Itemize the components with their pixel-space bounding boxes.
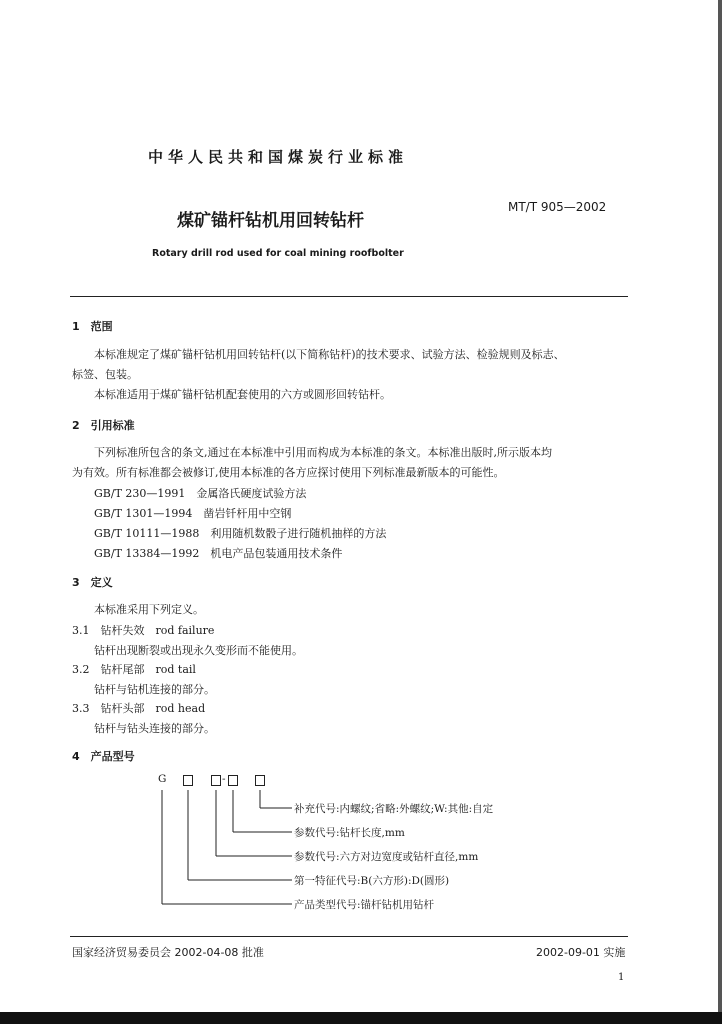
footer-divider	[70, 936, 628, 937]
section-1-para-2: 本标准适用于煤矿锚杆钻机配套使用的六方或圆形回转钻杆。	[94, 388, 391, 401]
section-3-intro: 本标准采用下列定义。	[94, 603, 204, 616]
section-4-heading: 4 产品型号	[72, 750, 135, 763]
code-slot-box	[228, 775, 238, 786]
reference-item: GB/T 230—1991 金属洛氏硬度试验方法	[94, 487, 307, 500]
code-label-type: 产品类型代号:锚杆钻机用钻杆	[294, 899, 435, 911]
section-1-heading: 1 范围	[72, 320, 113, 333]
standard-number: MT/T 905—2002	[508, 200, 607, 214]
code-slot-box	[211, 775, 221, 786]
section-2-heading: 2 引用标准	[72, 419, 135, 432]
section-1-para-1b: 标签、包装。	[72, 368, 138, 381]
code-slot-box	[255, 775, 265, 786]
scan-edge-bottom	[0, 1012, 722, 1024]
definition-term: 3.3 钻杆头部 rod head	[72, 702, 206, 715]
code-dash: -	[222, 773, 226, 785]
document-title-en: Rotary drill rod used for coal mining roofbolter	[152, 248, 404, 259]
definition-text: 钻杆与钻头连接的部分。	[94, 722, 215, 735]
reference-item: GB/T 1301—1994 凿岩钎杆用中空钢	[94, 507, 292, 520]
standard-category-header: 中华人民共和国煤炭行业标准	[148, 148, 409, 166]
section-2-para-1a: 下列标准所包含的条文,通过在本标准中引用而构成为本标准的条文。本标准出版时,所示版本均	[94, 446, 552, 459]
page-number: 1	[618, 972, 625, 983]
header-divider	[70, 296, 628, 297]
reference-item: GB/T 10111—1988 利用随机数骰子进行随机抽样的方法	[94, 527, 387, 540]
reference-item: GB/T 13384—1992 机电产品包装通用技术条件	[94, 547, 343, 560]
implementation-date: 2002-09-01 实施	[536, 946, 626, 959]
model-code-diagram	[150, 770, 610, 920]
code-slot-box	[183, 775, 193, 786]
scan-edge-right	[718, 0, 722, 1024]
code-label-shape: 第一特征代号:B(六方形):D(圆形)	[294, 875, 450, 887]
definition-text: 钻杆出现断裂或出现永久变形而不能使用。	[94, 644, 303, 657]
section-3-heading: 3 定义	[72, 576, 113, 589]
approval-date: 国家经济贸易委员会 2002-04-08 批准	[72, 946, 264, 959]
code-label-width: 参数代号:六方对边宽度或钻杆直径,mm	[294, 851, 479, 863]
code-label-supplement: 补充代号:内螺纹;省略:外螺纹;W:其他:自定	[294, 803, 494, 815]
definition-text: 钻杆与钻机连接的部分。	[94, 683, 215, 696]
code-label-length: 参数代号:钻杆长度,mm	[294, 827, 405, 839]
document-title-cn: 煤矿锚杆钻机用回转钻杆	[177, 211, 364, 231]
definition-term: 3.2 钻杆尾部 rod tail	[72, 663, 196, 676]
code-prefix: G	[158, 773, 167, 785]
section-2-para-1b: 为有效。所有标准都会被修订,使用本标准的各方应探讨使用下列标准最新版本的可能性。	[72, 466, 505, 479]
definition-term: 3.1 钻杆失效 rod failure	[72, 624, 215, 637]
section-1-para-1a: 本标准规定了煤矿锚杆钻机用回转钻杆(以下简称钻杆)的技术要求、试验方法、检验规则及标志、	[94, 348, 565, 361]
